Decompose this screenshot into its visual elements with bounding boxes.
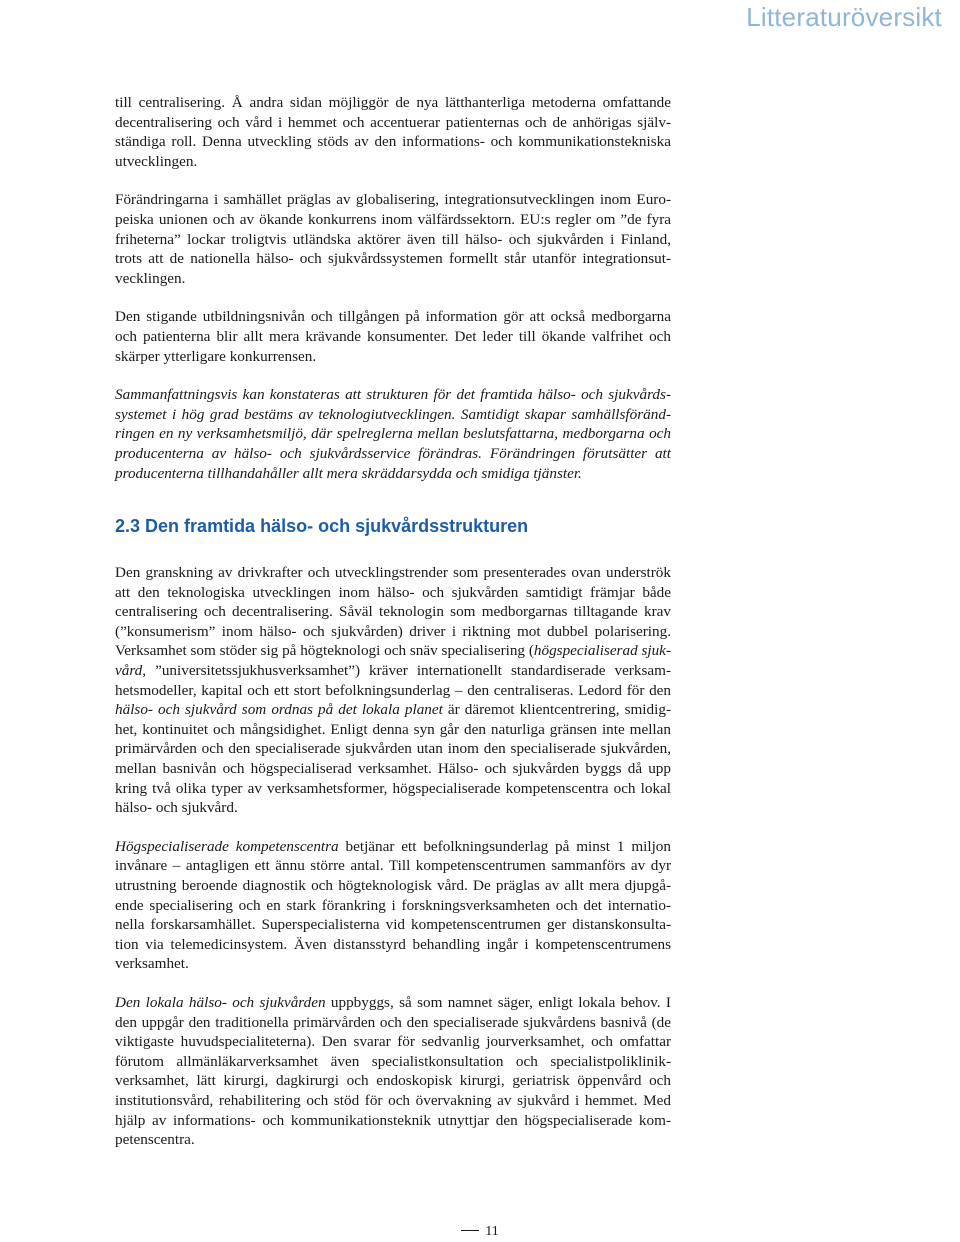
paragraph-2: Förändringarna i samhället präglas av globalisering, integrationsutvecklingen inom Europeiska unionen och av ökande konkurrens inom välfärdssektorn. EU:s regler om ”de fyra friheterna” lockar troligtvis utländska aktörer även till hälso- och sjukvården i Finland, trots att de nationella hälso- och sjukvårdssystemen formellt står utanför integrationsutvecklingen.	[115, 191, 671, 287]
italic-term-lokala-halso-och-sjukvarden: Den lokala hälso- och sjukvården	[115, 993, 326, 1011]
paragraph-kompetenscentra	[115, 837, 671, 974]
text-run: är däremot klientcentrering, smidighet, kontinuitet och mångsidighet. Enligt denna syn går den naturliga gränsen inte mellan primärvården och den specialiserade sjukvården utan inom den specialiserade sjukvården, mellan basnivån och högspecialiserad verksamhet. Hälso- och sjukvården byggs då upp kring två olika typer av verksamhetsformer, högspecialiserade kompetenscentra och lokal hälso- och sjukvård.	[115, 701, 671, 817]
text-run: betjänar ett befolkningsunderlag på minst 1 miljon invånare – antagligen ett ännu större antal. Till kompetenscentrumen sammanförs av dyr utrustning beroende diagnostik och högteknologisk vård. De präglas av allt mera djupgående specialisering och en stark förankring i forskningsverksamheten och det internationella forskarsamhället. Superspecialisterna vid kompetenscentrumen ger distanskonsultation via telemedicinsystem. Även distansstyrd behandling ingår i kompetenscentrumens verksamhet.	[115, 837, 671, 973]
paragraph-structure	[115, 563, 671, 818]
italic-term-hogspecialiserad-sjukvard: högspecialiserad sjukvård	[115, 642, 671, 680]
section-title: Den framtida hälso- och sjukvårdsstrukturen	[145, 516, 529, 537]
summary-paragraph: Sammanfattningsvis kan konstateras att strukturen för det framtida hälso- och sjukvårdssystemet i hög grad bestäms av teknologiutvecklingen. Samtidigt skapar samhällsförändringen en ny verksamhetsmiljö, där spelreglerna mellan beslutsfattarna, medborgarna och producenterna av hälso- och sjukvårdsservice förändras. Förändringen förutsätter att producenterna tillhandahåller allt mera skräddarsydda och smidiga tjänster.	[115, 386, 671, 482]
paragraph-lokal-vard	[115, 993, 671, 1150]
paragraph-1: till centralisering. Å andra sidan möjliggör de nya lätthanterliga metoderna omfattande decentralisering och vård i hemmet och accentuerar patienternas och de anhörigas självständiga roll. Denna utveckling stöds av den informations- och kommunikationstekniska utvecklingen.	[115, 94, 671, 170]
page-footer	[0, 1224, 960, 1240]
text-run: , ”universitetssjukhusverksamhet”) kräver internationellt standardiserade verksamhetsmodeller, kapital och ett stort befolkningsunderlag – den centraliseras. Ledord för den	[115, 662, 671, 699]
text-run: uppbyggs, så som namnet säger, enligt lokala behov. I den uppgår den traditionella primärvården och den specialiserade sjukvårdens basnivå (de viktigaste huvudspecialiteterna). Den svarar för sedvanlig jourverksamhet, och omfattar förutom allmänläkarverksamhet även specialistkonsultation och specialistpoliklinikverksamhet, lätt kirurgi, dagkirurgi och endoskopisk kirurgi, geriatrisk öppenvård och institutionsvård, rehabilitering och stöd för och övervakning av sjukvård i hemmet. Med hjälp av informations- och kommunikationsteknik utnyttjar den högspecialiserade kompetenscentra.	[115, 993, 671, 1149]
page-content	[115, 93, 671, 1169]
paragraph-3: Den stigande utbildningsnivån och tillgången på information gör att också medborgarna och patienterna blir allt mera krävande konsumenter. Det leder till ökande valfrihet och skärper ytterligare konkurrensen.	[115, 308, 671, 365]
italic-term-kompetenscentra: Högspecialiserade kompetenscentra	[115, 837, 339, 855]
text-run: Den granskning av drivkrafter och utvecklingstrender som presenterades ovan underströk att den teknologiska utvecklingen inom hälso- och sjukvården samtidigt främjar både centralisering och decentralisering. Såväl teknologin som medborgarnas tilltagande krav (”konsumerism” inom hälso- och sjukvården) driver i riktning mot dubbel polarisering. Verksamhet som stöder sig på högteknologi och snäv specialisering (	[115, 564, 671, 660]
page-number: 11	[485, 1224, 499, 1239]
section-number: 2.3	[115, 516, 141, 537]
page-header	[0, 0, 960, 30]
footer-dash	[461, 1230, 479, 1231]
running-title: Litteraturöversikt	[746, 2, 942, 32]
italic-term-lokal-sjukvard: hälso- och sjukvård som ordnas på det lokala planet	[115, 701, 443, 719]
section-heading	[115, 515, 671, 537]
